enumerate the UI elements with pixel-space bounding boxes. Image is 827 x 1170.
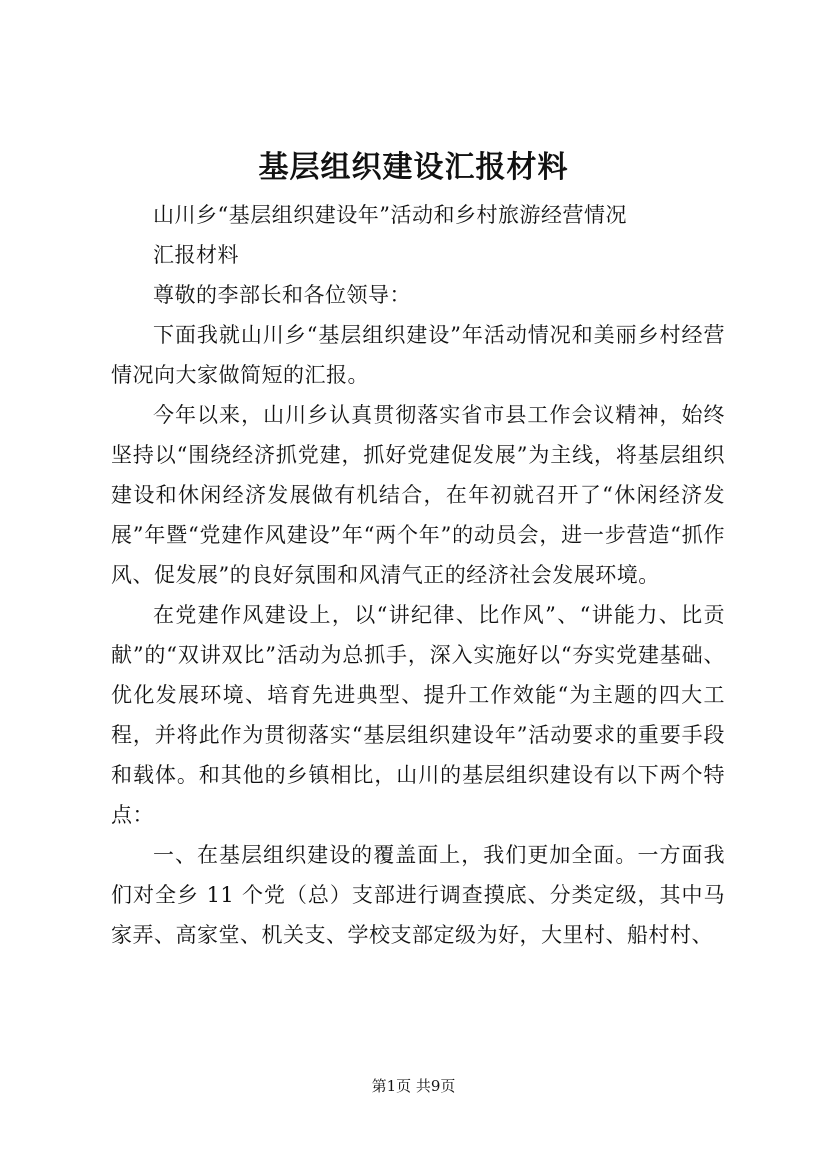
paragraph-party-building: 在党建作风建设上，以“讲纪律、比作风”、“讲能力、比贡献”的“双讲双比”活动为总抓手，深入实施好以“夯实党建基础、优化发展环境、培育先进典型、提升工作效能“为主题的四大工程，并将此作为贯彻落实“基层组织建设年”活动要求的重要手段和载体。和其他的乡镇相比，山川的基层组织建设有以下两个特点： bbox=[111, 603, 725, 827]
paragraph-salutation: 尊敬的李部长和各位领导： bbox=[153, 283, 411, 307]
paragraph-point-one: 一、在基层组织建设的覆盖面上，我们更加全面。一方面我们对全乡 11 个党（总）支部进行调查摸底、分类定级，其中马家弄、高家堂、机关支、学校支部定级为好，大里村、船村村、 bbox=[111, 843, 725, 947]
paragraph-overview: 今年以来，山川乡认真贯彻落实省市县工作会议精神，始终坚持以“围绕经济抓党建，抓好党建促发展”为主线，将基层组织建设和休闲经济发展做有机结合，在年初就召开了“休闲经济发展”年暨“党建作风建设”年“两个年”的动员会，进一步营造“抓作风、促发展”的良好氛围和风清气正的经济社会发展环境。 bbox=[111, 403, 725, 587]
document-body bbox=[111, 195, 725, 955]
paragraph-subtitle-line-2: 汇报材料 bbox=[153, 243, 239, 267]
paragraph-intro: 下面我就山川乡“基层组织建设”年活动情况和美丽乡村经营情况向大家做简短的汇报。 bbox=[111, 323, 725, 387]
paragraph-subtitle-line-1: 山川乡“基层组织建设年”活动和乡村旅游经营情况 bbox=[153, 203, 627, 227]
page-number-footer: 第1页 共9页 bbox=[371, 1077, 456, 1095]
document-title: 基层组织建设汇报材料 bbox=[258, 150, 569, 185]
